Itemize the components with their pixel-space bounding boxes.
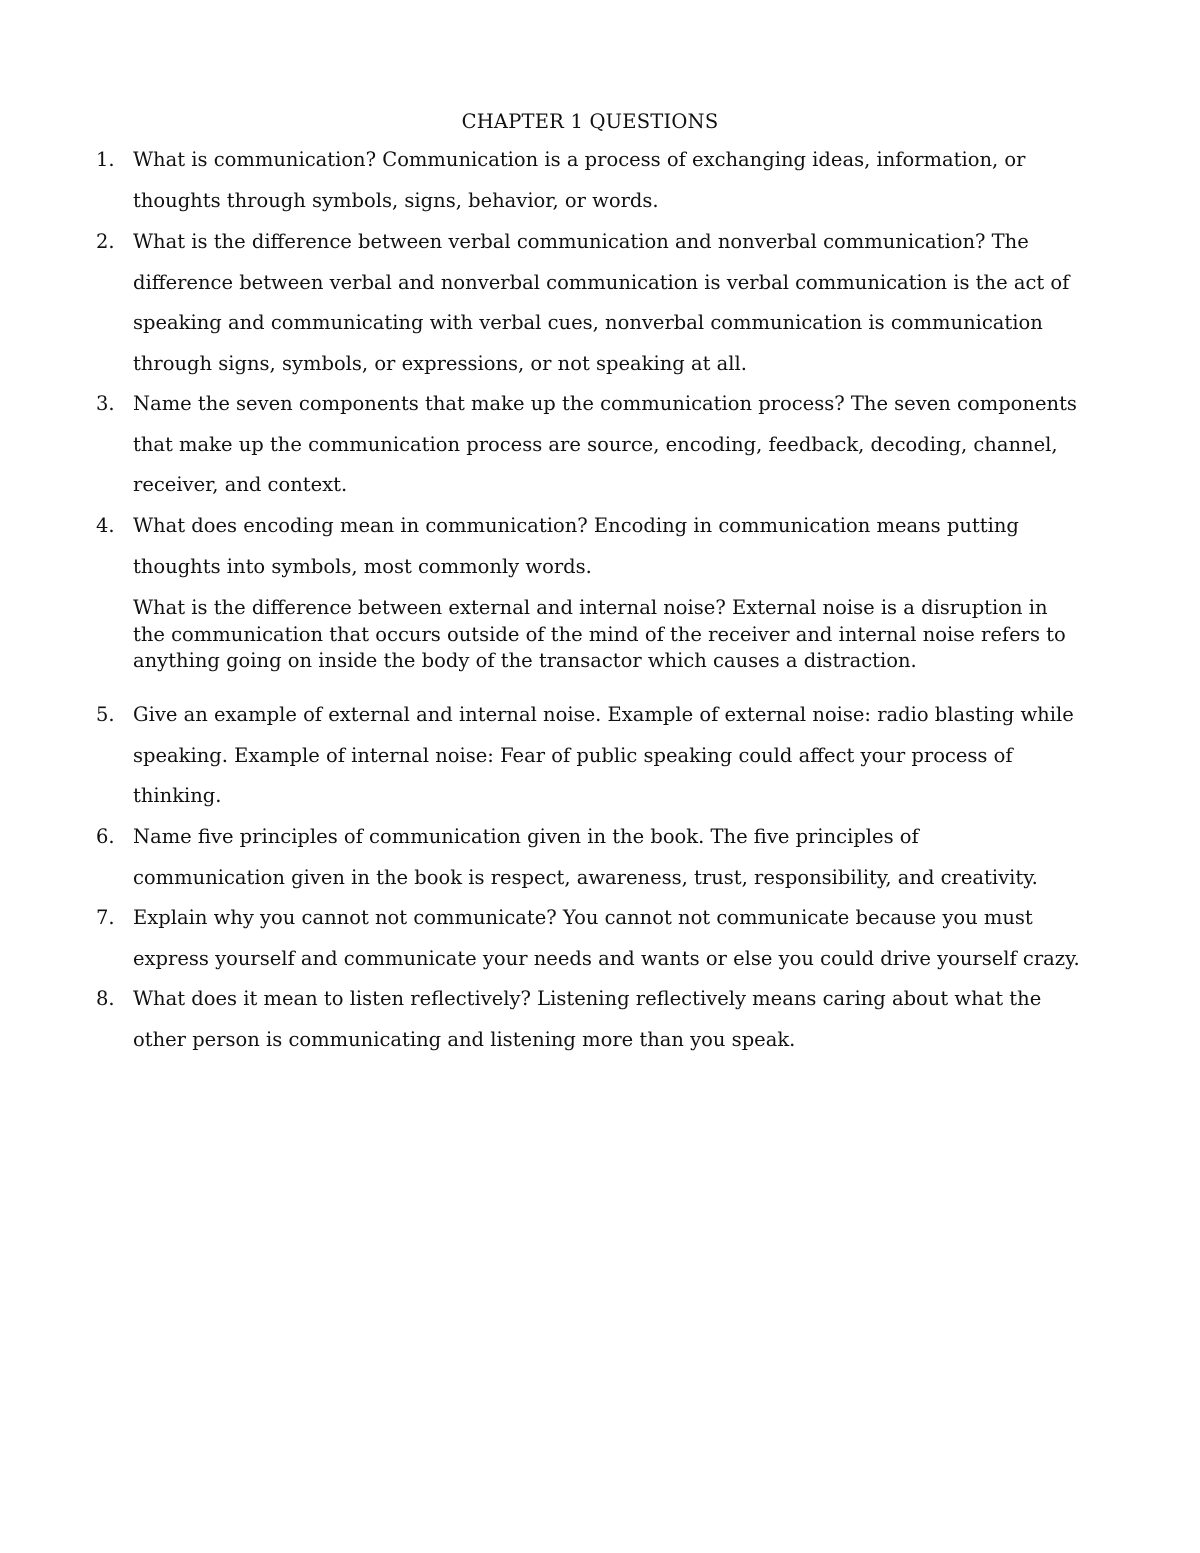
item-number: 6.: [96, 825, 115, 848]
text-line: Name the seven components that make up the communication process? The seven components: [133, 392, 1077, 415]
item-text: [133, 695, 1093, 817]
item-number: 3.: [96, 392, 115, 415]
text-line: What is the difference between external and internal noise? External noise is a disruption in: [133, 596, 1048, 619]
text-line: anything going on inside the body of the transactor which causes a distraction.: [133, 649, 917, 672]
text-line: the communication that occurs outside of the mind of the receiver and internal noise refers to: [133, 622, 1066, 646]
text-line: communication given in the book is respect, awareness, trust, responsibility, and creativity.: [133, 865, 1038, 889]
text-line: What does it mean to listen reflectively? Listening reflectively means caring about what the: [133, 987, 1042, 1010]
text-line: What is communication? Communication is a process of exchanging ideas, information, or: [133, 148, 1026, 171]
item-number: 8.: [96, 987, 115, 1010]
text-line: difference between verbal and nonverbal communication is verbal communication is the act of: [133, 270, 1070, 294]
text-line: What is the difference between verbal communication and nonverbal communication? The: [133, 230, 1029, 253]
item-number: 2.: [96, 230, 115, 253]
item-number: 4.: [96, 514, 115, 537]
text-line: Explain why you cannot not communicate? You cannot not communicate because you must: [133, 906, 1033, 929]
text-line: Give an example of external and internal noise. Example of external noise: radio blasting while: [133, 703, 1074, 726]
item-text: [133, 817, 1093, 898]
text-line: receiver, and context.: [133, 473, 348, 497]
text-line: Name five principles of communication given in the book. The five principles of: [133, 825, 919, 848]
item-text: [133, 979, 1093, 1060]
page-title: CHAPTER 1 QUESTIONS: [461, 110, 719, 133]
text-line: speaking. Example of internal noise: Fear of public speaking could affect your process of: [133, 743, 1013, 767]
text-line: thoughts through symbols, signs, behavior, or words.: [133, 188, 659, 212]
text-line: speaking and communicating with verbal cues, nonverbal communication is communication: [133, 311, 1043, 335]
text-line: express yourself and communicate your needs and wants or else you could drive yourself crazy.: [133, 946, 1080, 970]
item-text: [133, 506, 1093, 587]
unnumbered-paragraph: [133, 595, 1093, 675]
text-line: thinking.: [133, 784, 222, 808]
text-line: thoughts into symbols, most commonly words.: [133, 554, 592, 578]
item-text: [133, 384, 1093, 506]
text-line: that make up the communication process are source, encoding, feedback, decoding, channel,: [133, 432, 1058, 456]
item-text: [133, 222, 1093, 384]
item-number: 1.: [96, 148, 115, 171]
item-number: 5.: [96, 703, 115, 726]
item-number: 7.: [96, 906, 115, 929]
item-text: [133, 898, 1093, 979]
text-line: What does encoding mean in communication? Encoding in communication means putting: [133, 514, 1019, 537]
text-line: other person is communicating and listening more than you speak.: [133, 1027, 796, 1051]
item-text: [133, 140, 1093, 221]
text-line: through signs, symbols, or expressions, or not speaking at all.: [133, 351, 747, 375]
